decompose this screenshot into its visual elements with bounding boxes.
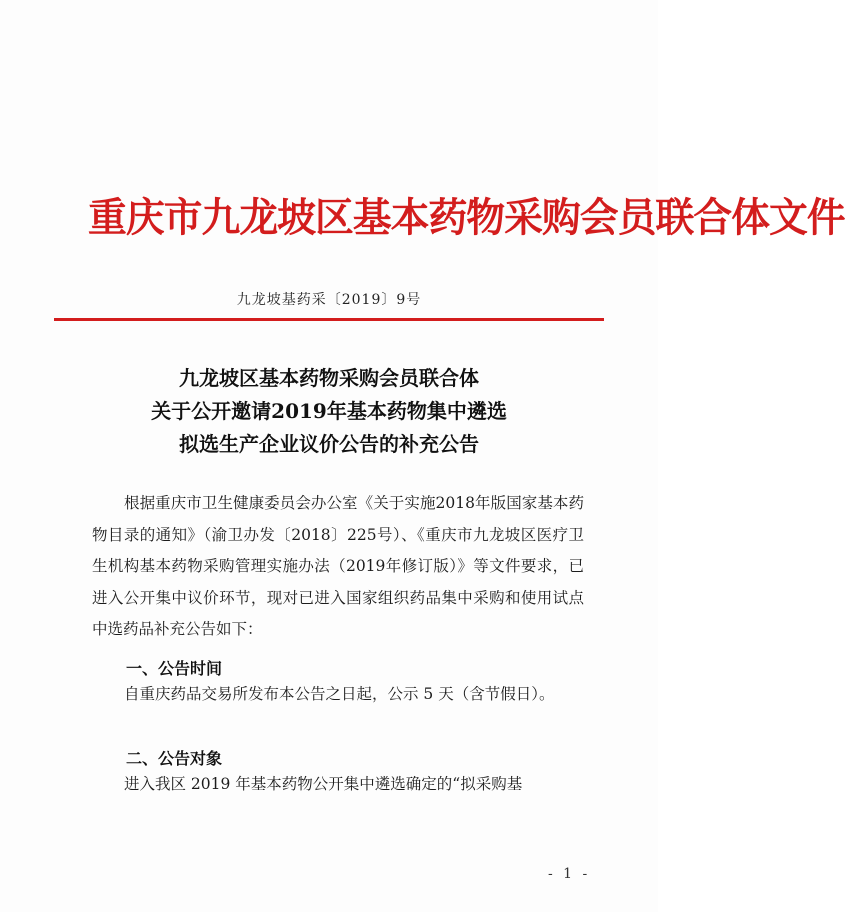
section-heading-time: 一、公告时间 <box>126 659 223 678</box>
document-title <box>0 362 658 461</box>
document-number: 九龙坡基药采〔2019〕9号 <box>236 292 422 308</box>
body-paragraph-2: 自重庆药品交易所发布本公告之日起，公示 5 天（含节假日）。 <box>124 685 555 703</box>
section-heading-object: 二、公告对象 <box>126 749 223 768</box>
body-paragraph-1: 根据重庆市卫生健康委员会办公室《关于实施2018年版国家基本药物目录的通知》（渝卫办发〔2018〕225号）、《重庆市九龙坡区医疗卫生机构基本药物采购管理实施办法（2019年修订版）》等文件要求，已进入公开集中议价环节，现对已进入国家组织药品集中采购和使用试点中选药品补充公告如下： <box>92 494 584 638</box>
title-line-1: 九龙坡区基本药物采购会员联合体 <box>179 366 479 390</box>
org-header-title: 重庆市九龙坡区基本药物采购会员联合体文件 <box>88 194 845 241</box>
title-line-3: 拟选生产企业议价公告的补充公告 <box>179 432 479 456</box>
page-number: - 1 - <box>548 866 591 882</box>
body-paragraph-3: 进入我区 2019 年基本药物公开集中遴选确定的“拟采购基 <box>124 775 523 793</box>
title-line-2: 关于公开邀请2019年基本药物集中遴选 <box>151 399 507 423</box>
red-separator-rule <box>54 318 604 321</box>
